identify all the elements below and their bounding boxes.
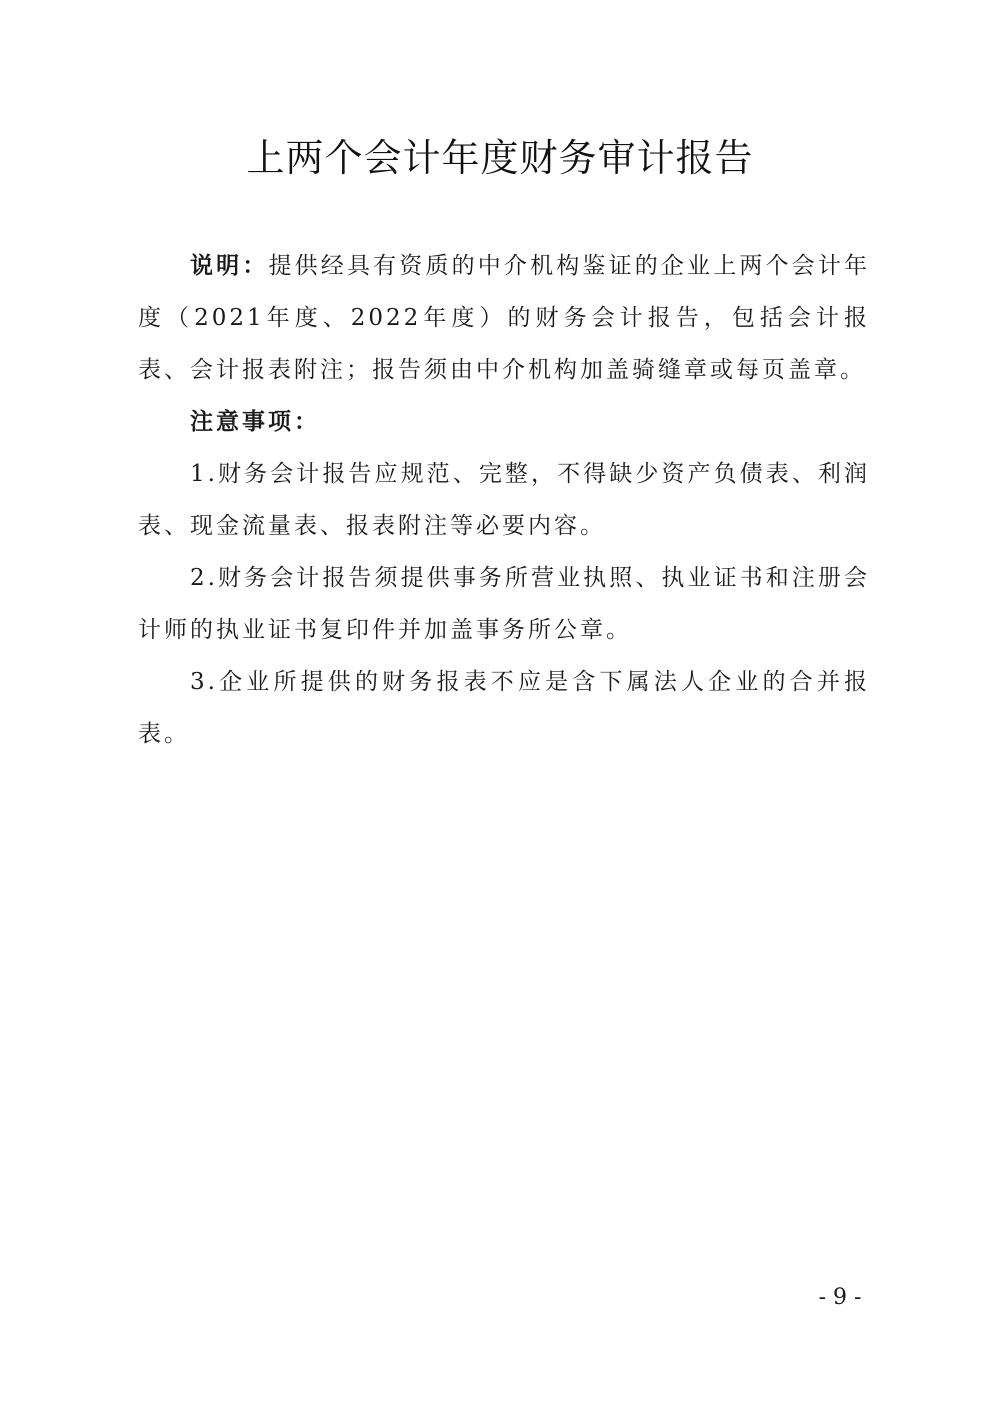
note-item-1: 1.财务会计报告应规范、完整，不得缺少资产负债表、利润表、现金流量表、报表附注等必要内容。 bbox=[138, 461, 870, 539]
note-item-2: 2.财务会计报告须提供事务所营业执照、执业证书和注册会计师的执业证书复印件并加盖事务所公章。 bbox=[138, 565, 870, 643]
description-text: 提供经具有资质的中介机构鉴证的企业上两个会计年度（2021年度、2022年度）的财务会计报告，包括会计报表、会计报表附注；报告须由中介机构加盖骑缝章或每页盖章。 bbox=[138, 253, 871, 383]
description-lead: 说明： bbox=[190, 252, 269, 279]
document-body bbox=[138, 240, 870, 760]
note-item-3: 3.企业所提供的财务报表不应是含下属法人企业的合并报表。 bbox=[138, 669, 870, 747]
document-title: 上两个会计年度财务审计报告 bbox=[246, 136, 754, 180]
notes-heading: 注意事项： bbox=[190, 408, 320, 435]
page-number: - 9 - bbox=[818, 1285, 862, 1310]
description-paragraph bbox=[138, 240, 870, 396]
